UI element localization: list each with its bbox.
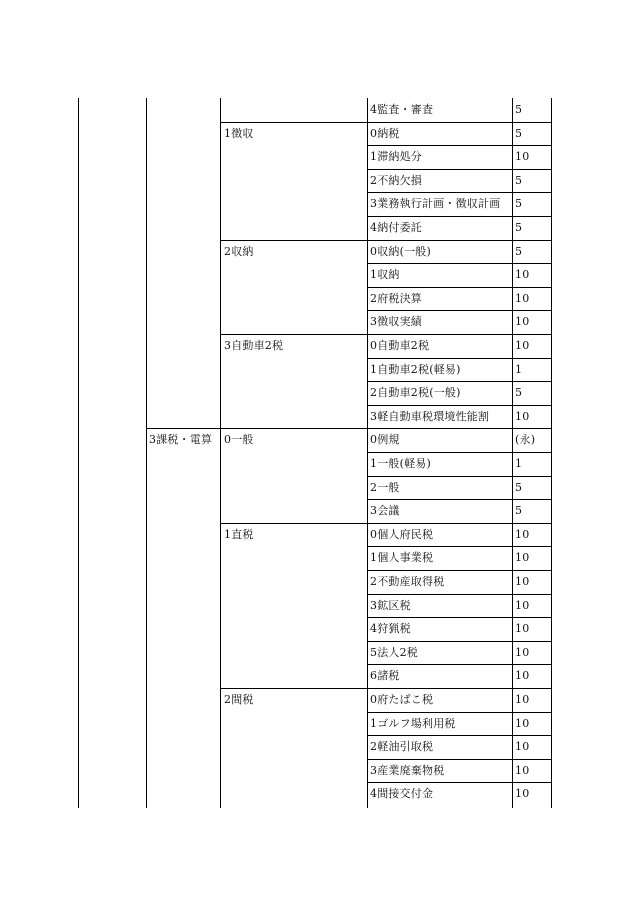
retention-years: 10 — [515, 787, 530, 800]
subcategory-label: 2間税 — [224, 693, 254, 706]
retention-years: 5 — [515, 481, 523, 494]
item-label: 2不動産取得税 — [370, 575, 445, 588]
row-divider — [367, 192, 552, 193]
retention-years: 10 — [515, 551, 530, 564]
retention-years: 10 — [515, 315, 530, 328]
retention-years: 5 — [515, 174, 523, 187]
retention-years: 1 — [515, 363, 523, 376]
item-label: 6諸税 — [370, 669, 400, 682]
group-divider — [220, 240, 552, 241]
row-divider — [367, 712, 552, 713]
item-label: 0自動車2税 — [370, 339, 430, 352]
subcategory-label: 3自動車2税 — [224, 339, 284, 352]
item-label: 0収納(一般) — [370, 245, 431, 258]
item-label: 4納付委託 — [370, 221, 422, 234]
row-divider — [367, 782, 552, 783]
item-label: 0納税 — [370, 127, 400, 140]
row-divider — [367, 216, 552, 217]
item-label: 0個人府民税 — [370, 528, 434, 541]
retention-years: 5 — [515, 245, 523, 258]
row-divider — [367, 476, 552, 477]
retention-years: 10 — [515, 575, 530, 588]
column-rule — [551, 98, 552, 808]
item-label: 1一般(軽易) — [370, 457, 431, 470]
item-label: 3軽自動車税環境性能割 — [370, 410, 490, 423]
retention-years: 10 — [515, 292, 530, 305]
item-label: 1収納 — [370, 268, 400, 281]
row-divider — [367, 735, 552, 736]
row-divider — [367, 664, 552, 665]
retention-years: 10 — [515, 528, 530, 541]
subcategory-label: 0一般 — [224, 433, 254, 446]
column-rule — [512, 98, 513, 808]
retention-years: 10 — [515, 646, 530, 659]
retention-years: 10 — [515, 669, 530, 682]
row-divider — [367, 169, 552, 170]
row-divider — [367, 381, 552, 382]
item-label: 4監査・審査 — [370, 103, 434, 116]
item-label: 1個人事業税 — [370, 551, 434, 564]
row-divider — [367, 405, 552, 406]
group-divider — [146, 428, 552, 429]
retention-years: 10 — [515, 764, 530, 777]
retention-years: 5 — [515, 127, 523, 140]
item-label: 2一般 — [370, 481, 400, 494]
subcategory-label: 2収納 — [224, 245, 254, 258]
row-divider — [367, 358, 552, 359]
row-divider — [367, 263, 552, 264]
group-divider — [220, 523, 552, 524]
row-divider — [367, 546, 552, 547]
retention-years: 1 — [515, 457, 523, 470]
row-divider — [367, 499, 552, 500]
group-divider — [220, 122, 552, 123]
group-divider — [220, 334, 552, 335]
retention-years: 10 — [515, 740, 530, 753]
retention-years: 10 — [515, 268, 530, 281]
column-rule — [78, 98, 79, 808]
item-label: 3徴収実績 — [370, 315, 422, 328]
column-rule — [146, 98, 147, 808]
item-label: 2自動車2税(一般) — [370, 386, 461, 399]
item-label: 3業務執行計画・徴収計画 — [370, 197, 501, 210]
subcategory-label: 1徴収 — [224, 127, 254, 140]
row-divider — [367, 617, 552, 618]
retention-years: 5 — [515, 197, 523, 210]
retention-years: 5 — [515, 221, 523, 234]
retention-years: 10 — [515, 693, 530, 706]
row-divider — [367, 452, 552, 453]
retention-years: 5 — [515, 386, 523, 399]
retention-years: 10 — [515, 339, 530, 352]
row-divider — [367, 145, 552, 146]
retention-years: 5 — [515, 504, 523, 517]
item-label: 3産業廃棄物税 — [370, 764, 445, 777]
item-label: 4間接交付金 — [370, 787, 434, 800]
row-divider — [367, 594, 552, 595]
retention-years: 10 — [515, 410, 530, 423]
subcategory-label: 1直税 — [224, 528, 254, 541]
retention-years: 5 — [515, 103, 523, 116]
item-label: 2不納欠損 — [370, 174, 422, 187]
item-label: 1ゴルフ場利用税 — [370, 717, 456, 730]
row-divider — [367, 310, 552, 311]
column-rule — [220, 98, 221, 808]
item-label: 0府たばこ税 — [370, 693, 434, 706]
item-label: 1滞納処分 — [370, 150, 422, 163]
row-divider — [367, 287, 552, 288]
item-label: 3鉱区税 — [370, 599, 411, 612]
section-label: 3課税・電算 — [149, 433, 213, 446]
retention-years: 10 — [515, 150, 530, 163]
group-divider — [220, 688, 552, 689]
retention-years: 10 — [515, 599, 530, 612]
item-label: 3会議 — [370, 504, 400, 517]
retention-years: 10 — [515, 717, 530, 730]
item-label: 0例規 — [370, 433, 400, 446]
retention-years: 10 — [515, 622, 530, 635]
item-label: 2府税決算 — [370, 292, 422, 305]
item-label: 1自動車2税(軽易) — [370, 363, 461, 376]
retention-years: (永) — [515, 433, 536, 446]
row-divider — [367, 570, 552, 571]
item-label: 5法人2税 — [370, 646, 418, 659]
item-label: 4狩猟税 — [370, 622, 411, 635]
column-rule — [367, 98, 368, 808]
row-divider — [367, 641, 552, 642]
row-divider — [367, 759, 552, 760]
item-label: 2軽油引取税 — [370, 740, 434, 753]
